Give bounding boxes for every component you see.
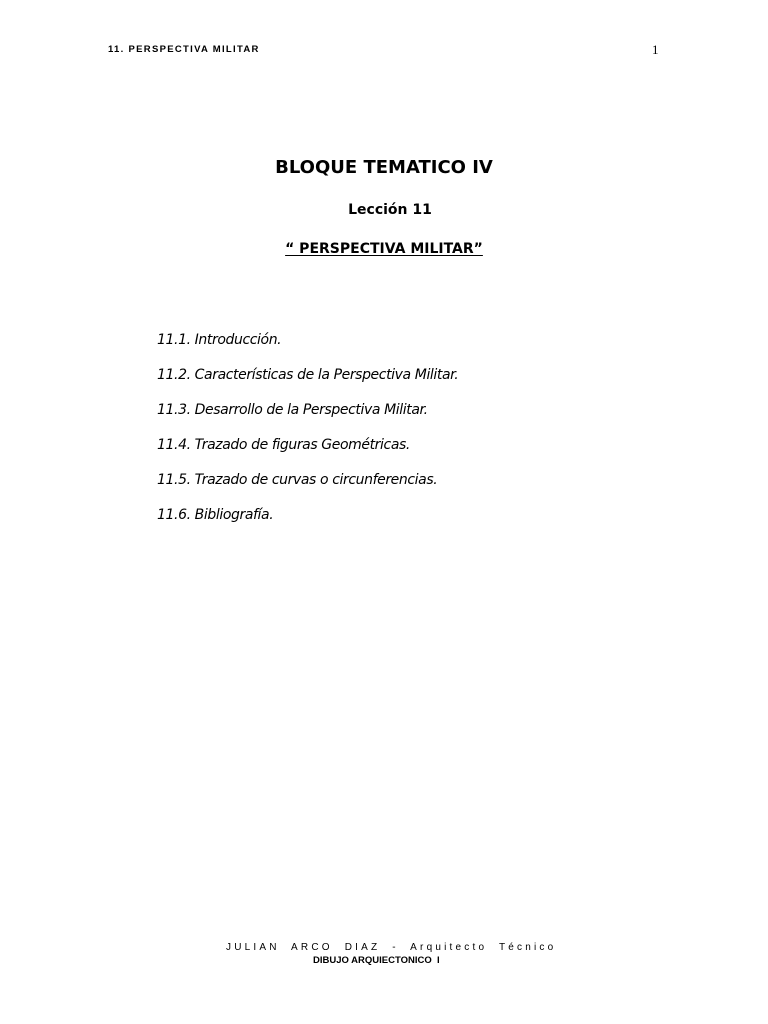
toc-item: 11.1. Introducción.: [157, 332, 282, 348]
page-number: 1: [652, 42, 659, 57]
toc-item: 11.5. Trazado de curvas o circunferencias.: [157, 472, 438, 488]
table-of-contents: [157, 329, 458, 539]
block-title: BLOQUE TEMATICO IV: [275, 157, 493, 178]
running-header-title: 11. PERSPECTIVA MILITAR: [108, 44, 260, 55]
toc-item: 11.6. Bibliografía.: [157, 507, 274, 523]
toc-item: 11.4. Trazado de figuras Geométricas.: [157, 437, 410, 453]
toc-item: 11.3. Desarrollo de la Perspectiva Militar.: [157, 402, 428, 418]
lesson-title: Lección 11: [348, 202, 432, 218]
toc-item: 11.2. Características de la Perspectiva Militar.: [157, 367, 459, 383]
footer-author: JULIAN ARCO DIAZ - Arquitecto Técnico: [226, 942, 557, 953]
footer-course: DIBUJO ARQUIECTONICO I: [313, 955, 440, 966]
main-title: “ PERSPECTIVA MILITAR”: [285, 241, 483, 257]
